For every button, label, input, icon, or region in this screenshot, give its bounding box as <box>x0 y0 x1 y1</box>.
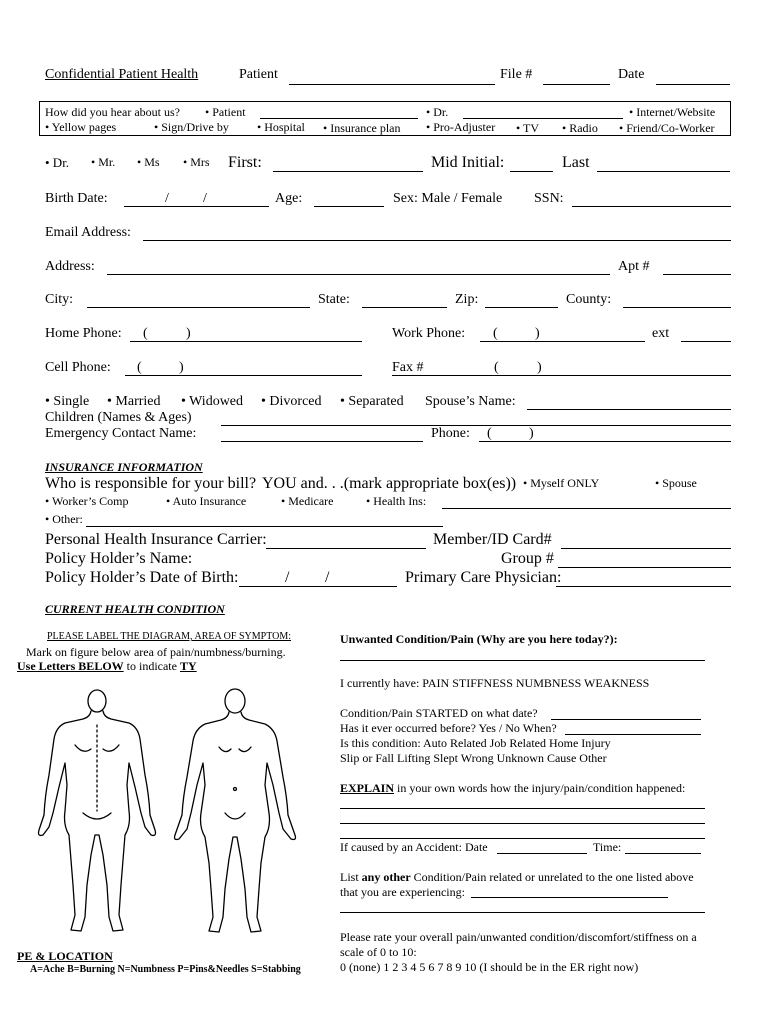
list-other-c: Condition/Pain related or unrelated to the one listed above <box>410 870 694 884</box>
started-date-field[interactable] <box>551 719 701 720</box>
body-back-figure <box>39 690 156 931</box>
ssn-label: SSN: <box>534 191 564 206</box>
first-name-label: First: <box>228 154 262 171</box>
age-label: Age: <box>275 191 303 206</box>
explain-line-1[interactable] <box>340 808 705 809</box>
spouse-option[interactable]: • Spouse <box>655 476 697 490</box>
referral-sign[interactable]: • Sign/Drive by <box>154 120 229 134</box>
member-id-label: Member/ID Card# <box>433 531 552 548</box>
mid-initial-field[interactable] <box>510 171 553 172</box>
title-ms[interactable]: • Ms <box>137 155 160 169</box>
referral-pro-adjuster[interactable]: • Pro-Adjuster <box>426 120 496 134</box>
home-phone-paren-open: ( <box>143 326 148 341</box>
holder-dob-label: Policy Holder’s Date of Birth: <box>45 569 239 586</box>
birth-date-label: Birth Date: <box>45 191 108 206</box>
date-label: Date <box>618 67 645 82</box>
pcp-field[interactable] <box>556 586 731 587</box>
last-name-label: Last <box>562 154 590 171</box>
email-field[interactable] <box>143 240 731 241</box>
referral-yellow-pages[interactable]: • Yellow pages <box>45 120 117 134</box>
responsible-question: Who is responsible for your bill? <box>45 475 257 492</box>
unwanted-condition-field[interactable] <box>340 660 705 661</box>
referral-radio[interactable]: • Radio <box>562 121 598 135</box>
emergency-contact-field[interactable] <box>221 441 423 442</box>
file-label: File # <box>500 67 533 82</box>
cell-phone-label: Cell Phone: <box>45 360 111 375</box>
work-phone-paren-open: ( <box>493 326 498 341</box>
unwanted-condition-label: Unwanted Condition/Pain (Why are you here today?): <box>340 632 618 646</box>
patient-field[interactable] <box>289 84 495 85</box>
pain-scale-options[interactable]: 0 (none) 1 2 3 4 5 6 7 8 9 10 (I should be in the ER right now) <box>340 960 639 974</box>
holder-dob-slash-1: / <box>285 569 290 586</box>
list-other-bold: any other <box>361 870 411 884</box>
home-phone-field[interactable] <box>130 341 362 342</box>
county-field[interactable] <box>623 307 731 308</box>
title-dr[interactable]: • Dr. <box>45 155 70 170</box>
workers-comp-option[interactable]: • Worker’s Comp <box>45 494 129 508</box>
fax-label: Fax # <box>392 360 424 375</box>
explain-line-3[interactable] <box>340 838 705 839</box>
date-field[interactable] <box>656 84 730 85</box>
referral-internet[interactable]: • Internet/Website <box>629 105 716 119</box>
explain-rest: in your own words how the injury/pain/condition happened: <box>394 781 686 795</box>
referral-patient[interactable]: • Patient <box>205 105 246 119</box>
birth-date-field[interactable] <box>124 206 269 207</box>
file-field[interactable] <box>543 84 610 85</box>
county-label: County: <box>566 292 612 307</box>
marital-divorced[interactable]: • Divorced <box>261 394 322 409</box>
marital-married[interactable]: • Married <box>107 394 161 409</box>
carrier-label: Personal Health Insurance Carrier: <box>45 531 267 548</box>
first-name-field[interactable] <box>273 171 423 172</box>
sex-label[interactable]: Sex: Male / Female <box>393 191 503 206</box>
holder-dob-field[interactable] <box>239 586 397 587</box>
accident-time-label: Time: <box>593 840 622 854</box>
rate-instruction-2: scale of 0 to 10: <box>340 945 417 959</box>
health-ins-option[interactable]: • Health Ins: <box>366 494 427 508</box>
mark-instruction: Mark on figure below area of pain/numbness/burning. <box>26 645 286 659</box>
ssn-field[interactable] <box>572 206 731 207</box>
you-and-label: YOU and. . .(mark appropriate box(es)) <box>262 475 517 492</box>
last-name-field[interactable] <box>597 171 730 172</box>
occurred-when-field[interactable] <box>565 734 701 735</box>
referral-hospital[interactable]: • Hospital <box>257 120 305 134</box>
apt-field[interactable] <box>663 274 731 275</box>
work-phone-label: Work Phone: <box>392 326 466 341</box>
patient-label: Patient <box>239 67 278 82</box>
use-letters-bold: Use Letters BELOW <box>17 659 124 673</box>
emergency-contact-label: Emergency Contact Name: <box>45 426 197 441</box>
fax-field[interactable] <box>392 375 731 376</box>
ext-field[interactable] <box>681 341 731 342</box>
list-other-a: List <box>340 870 362 884</box>
spouse-name-field[interactable] <box>527 409 731 410</box>
referral-insurance[interactable]: • Insurance plan <box>323 121 401 135</box>
marital-separated[interactable]: • Separated <box>340 394 404 409</box>
use-letters-instruction <box>17 660 197 672</box>
city-field[interactable] <box>87 307 310 308</box>
form-title: Confidential Patient Health <box>45 67 199 82</box>
explain-instruction <box>340 782 685 794</box>
home-phone-paren-close: ) <box>186 326 191 341</box>
health-ins-field[interactable] <box>442 508 731 509</box>
fax-paren-open: ( <box>494 360 499 375</box>
work-phone-paren-close: ) <box>535 326 540 341</box>
age-field[interactable] <box>314 206 384 207</box>
emergency-paren-open: ( <box>487 426 492 441</box>
state-field[interactable] <box>362 307 447 308</box>
other-option[interactable]: • Other: <box>45 512 83 526</box>
emergency-paren-close: ) <box>529 426 534 441</box>
children-field[interactable] <box>221 425 731 426</box>
address-field[interactable] <box>107 274 610 275</box>
cell-phone-paren-open: ( <box>137 360 142 375</box>
home-phone-label: Home Phone: <box>45 326 122 341</box>
referral-tv[interactable]: • TV <box>516 121 539 135</box>
apt-label: Apt # <box>618 259 650 274</box>
marital-widowed[interactable]: • Widowed <box>181 394 244 409</box>
zip-label: Zip: <box>455 292 479 307</box>
cell-phone-field[interactable] <box>125 375 362 376</box>
use-letters-mid: to indicate <box>123 659 180 673</box>
symptom-legend: A=Ache B=Burning N=Numbness P=Pins&Needles S=Stabbing <box>30 964 301 975</box>
group-field[interactable] <box>558 567 731 568</box>
referral-dr[interactable]: • Dr. <box>426 105 449 119</box>
referral-question: How did you hear about us? <box>45 105 180 119</box>
policy-holder-label: Policy Holder’s Name: <box>45 550 193 567</box>
health-heading: CURRENT HEALTH CONDITION <box>45 602 225 616</box>
member-id-field[interactable] <box>561 548 731 549</box>
city-label: City: <box>45 292 74 307</box>
started-date-label: Condition/Pain STARTED on what date? <box>340 706 538 720</box>
birth-slash-1: / <box>165 191 169 206</box>
group-label: Group # <box>501 550 554 567</box>
address-label: Address: <box>45 259 95 274</box>
explain-bold: EXPLAIN <box>340 781 395 795</box>
condition-type-options[interactable]: Is this condition: Auto Related Job Related Home Injury <box>340 736 611 750</box>
marital-single[interactable]: • Single <box>45 394 90 409</box>
holder-dob-slash-2: / <box>325 569 330 586</box>
fax-paren-close: ) <box>537 360 542 375</box>
emergency-phone-field[interactable] <box>479 441 731 442</box>
ext-label: ext <box>652 326 670 341</box>
medicare-option[interactable]: • Medicare <box>281 494 334 508</box>
birth-slash-2: / <box>203 191 207 206</box>
currently-have-options[interactable]: I currently have: PAIN STIFFNESS NUMBNESS WEAKNESS <box>340 676 650 690</box>
experiencing-line-2[interactable] <box>340 912 705 913</box>
children-label: Children (Names & Ages) <box>45 410 192 425</box>
insurance-heading: INSURANCE INFORMATION <box>45 460 203 474</box>
list-other-instruction <box>340 871 694 883</box>
spouse-name-label: Spouse’s Name: <box>425 394 516 409</box>
auto-insurance-option[interactable]: • Auto Insurance <box>166 494 247 508</box>
referral-friend[interactable]: • Friend/Co-Worker <box>619 121 715 135</box>
email-label: Email Address: <box>45 225 131 240</box>
referral-patient-field[interactable] <box>260 118 418 119</box>
pcp-label: Primary Care Physician: <box>405 569 562 586</box>
work-phone-field[interactable] <box>480 341 645 342</box>
experiencing-label: that you are experiencing: <box>340 885 465 899</box>
state-label: State: <box>318 292 350 307</box>
title-mr[interactable]: • Mr. <box>91 155 116 169</box>
accident-time-field[interactable] <box>625 853 701 854</box>
zip-field[interactable] <box>485 307 558 308</box>
myself-only-option[interactable]: • Myself ONLY <box>523 476 600 490</box>
condition-cause-options[interactable]: Slip or Fall Lifting Slept Wrong Unknown Cause Other <box>340 751 607 765</box>
referral-dr-field[interactable] <box>463 118 623 119</box>
cell-phone-paren-close: ) <box>179 360 184 375</box>
use-letters-ty: TY <box>179 659 197 673</box>
emergency-phone-label: Phone: <box>431 426 470 441</box>
experiencing-field[interactable] <box>471 897 668 898</box>
rate-instruction-1: Please rate your overall pain/unwanted condition/discomfort/stiffness on a <box>340 930 697 944</box>
body-diagram[interactable] <box>25 685 315 940</box>
accident-date-field[interactable] <box>497 853 587 854</box>
mid-initial-label: Mid Initial: <box>431 154 505 171</box>
other-field[interactable] <box>86 526 443 527</box>
pe-location-label: PE & LOCATION <box>17 949 113 963</box>
title-mrs[interactable]: • Mrs <box>183 155 210 169</box>
carrier-field[interactable] <box>266 548 426 549</box>
diagram-label: PLEASE LABEL THE DIAGRAM, AREA OF SYMPTOM: <box>47 631 292 642</box>
occurred-before-label[interactable]: Has it ever occurred before? Yes / No When? <box>340 721 557 735</box>
accident-date-label: If caused by an Accident: Date <box>340 840 488 854</box>
explain-line-2[interactable] <box>340 823 705 824</box>
body-front-figure <box>175 689 296 932</box>
